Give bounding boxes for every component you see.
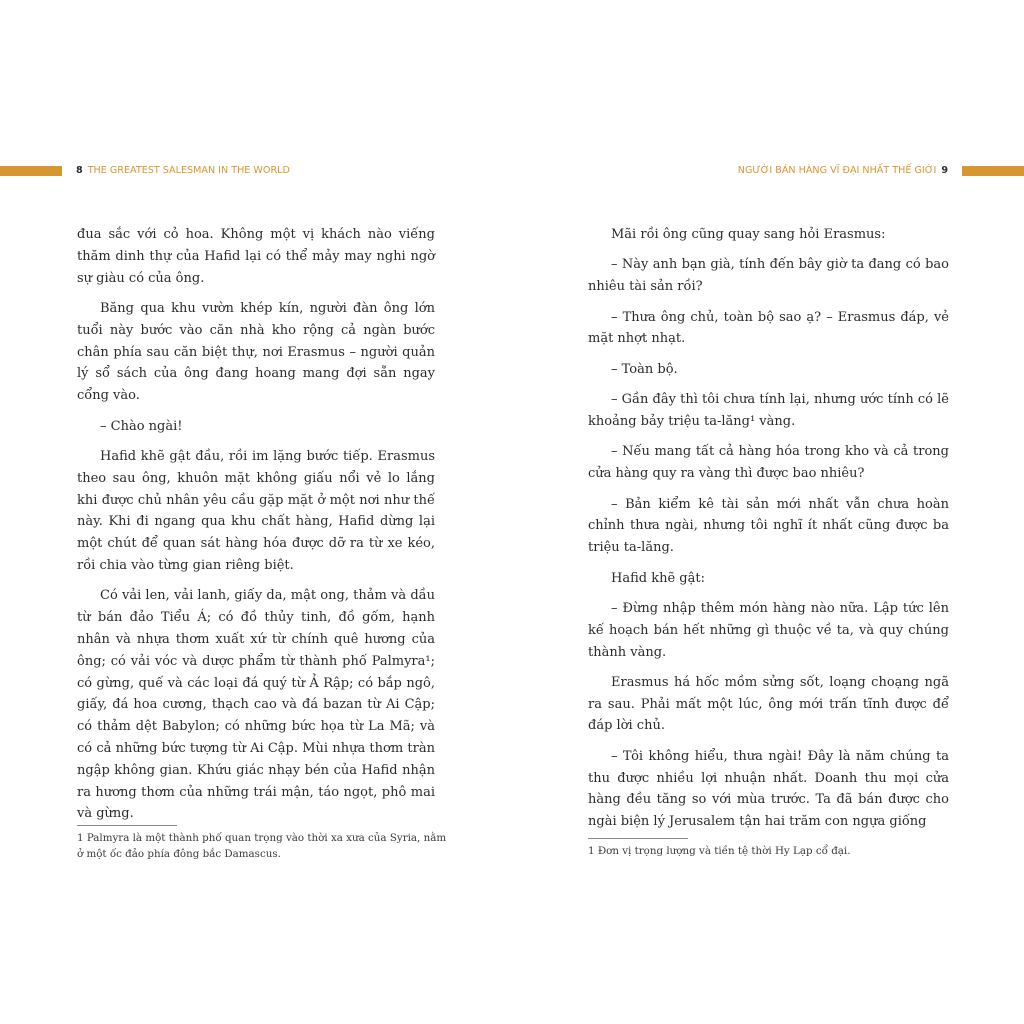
paragraph: – Toàn bộ. [611, 361, 678, 377]
paragraph: Hafid khẽ gật: [611, 570, 705, 586]
paragraph: Hafid khẽ gật đầu, rồi im lặng bước tiếp. Erasmus theo sau ông, khuôn mặt không giấu nổi vẻ lo lắng khi được chủ nhân yêu cầu gặp mặt ở một nơi như thế này. Khi đi ngang qua khu chất hàng, Hafid dừng lại một chút để quan sát hàng hóa được dỡ ra từ xe kéo, rồi chia vào từng gian riêng biệt. [77, 448, 435, 573]
right-footnote: 1 Đơn vị trọng lượng và tiền tệ thời Hy Lạp cổ đại. [588, 845, 851, 857]
left-footnote-area [77, 825, 447, 862]
paragraph: đua sắc với cỏ hoa. Không một vị khách nào viếng thăm dinh thự của Hafid lại có thể mảy may nghi ngờ sự giàu có của ông. [77, 227, 435, 286]
left-page-number: 8 [76, 165, 83, 176]
paragraph: – Nếu mang tất cả hàng hóa trong kho và cả trong cửa hàng quy ra vàng thì được bao nhiêu? [588, 444, 949, 482]
paragraph: Băng qua khu vườn khép kín, người đàn ông lớn tuổi này bước vào căn nhà kho rộng cả ngàn bước chân phía sau căn biệt thự, nơi Erasmus – người quản lý sổ sách của ông đang hoang mang đợi sẵn ngay cổng vào. [77, 300, 435, 404]
paragraph: – Thưa ông chủ, toàn bộ sao ạ? – Erasmus đáp, vẻ mặt nhợt nhạt. [588, 309, 949, 347]
left-running-head-title: THE GREATEST SALESMAN IN THE WORLD [87, 165, 290, 176]
right-accent-bar [962, 166, 1024, 176]
paragraph: – Đừng nhập thêm món hàng nào nữa. Lập tức lên kế hoạch bán hết những gì thuộc về ta, và quy chúng thành vàng. [588, 600, 949, 660]
right-running-head-title: NGƯỜI BÁN HÀNG VĨ ĐẠI NHẤT THẾ GIỚI [737, 165, 937, 176]
right-running-header [738, 165, 948, 177]
right-page-number: 9 [941, 165, 948, 176]
paragraph: – Này anh bạn già, tính đến bây giờ ta đang có bao nhiêu tài sản rồi? [588, 257, 949, 295]
paragraph: – Bản kiểm kê tài sản mới nhất vẫn chưa hoàn chỉnh thưa ngài, nhưng tôi nghĩ ít nhất cũng được ba triệu ta-lăng. [588, 496, 949, 556]
right-page-body [588, 224, 949, 833]
left-running-header [76, 165, 290, 177]
footnote-divider [77, 825, 177, 826]
paragraph: – Gần đây thì tôi chưa tính lại, nhưng ước tính có lẽ khoảng bảy triệu ta-lăng¹ vàng. [588, 392, 949, 429]
left-footnote: 1 Palmyra là một thành phố quan trọng vào thời xa xưa của Syria, nằm ở một ốc đảo phía đông bắc Damascus. [77, 832, 447, 860]
left-page-body [77, 224, 435, 825]
left-accent-bar [0, 166, 62, 176]
paragraph: Mãi rồi ông cũng quay sang hỏi Erasmus: [611, 227, 886, 242]
paragraph: – Chào ngài! [100, 418, 183, 434]
right-footnote-area [588, 838, 968, 859]
footnote-divider [588, 838, 688, 839]
paragraph: Có vải len, vải lanh, giấy da, mật ong, thảm và dầu từ bán đảo Tiểu Á; có đồ thủy tinh, đồ gốm, hạnh nhân và nhựa thơm xuất xứ từ chính quê hương của ông; có vải vóc và dược phẩm từ thành phố Palmyra¹; có gừng, quế và các loại đá quý từ Ả Rập; có bắp ngô, giấy, đá hoa cương, thạch cao và đá bazan từ Ai Cập; có thảm dệt Babylon; có những bức họa từ La Mã; và có cả những bức tượng từ Ai Cập. Mùi nhựa thơm tràn ngập không gian. Khứu giác nhạy bén của Hafid nhận ra hương thơm của những trái mận, táo ngọt, phô mai và gừng. [77, 588, 435, 822]
paragraph: – Tôi không hiểu, thưa ngài! Đây là năm chúng ta thu được nhiều lợi nhuận nhất. Doanh thu mọi cửa hàng đều tăng so với mùa trước. Ta đã bán được cho ngài biện lý Jerusalem tận hai trăm con ngựa giống [588, 748, 949, 830]
paragraph: Erasmus há hốc mồm sửng sốt, loạng choạng ngã ra sau. Phải mất một lúc, ông mới trấn tĩnh được để đáp lời chủ. [588, 674, 949, 734]
